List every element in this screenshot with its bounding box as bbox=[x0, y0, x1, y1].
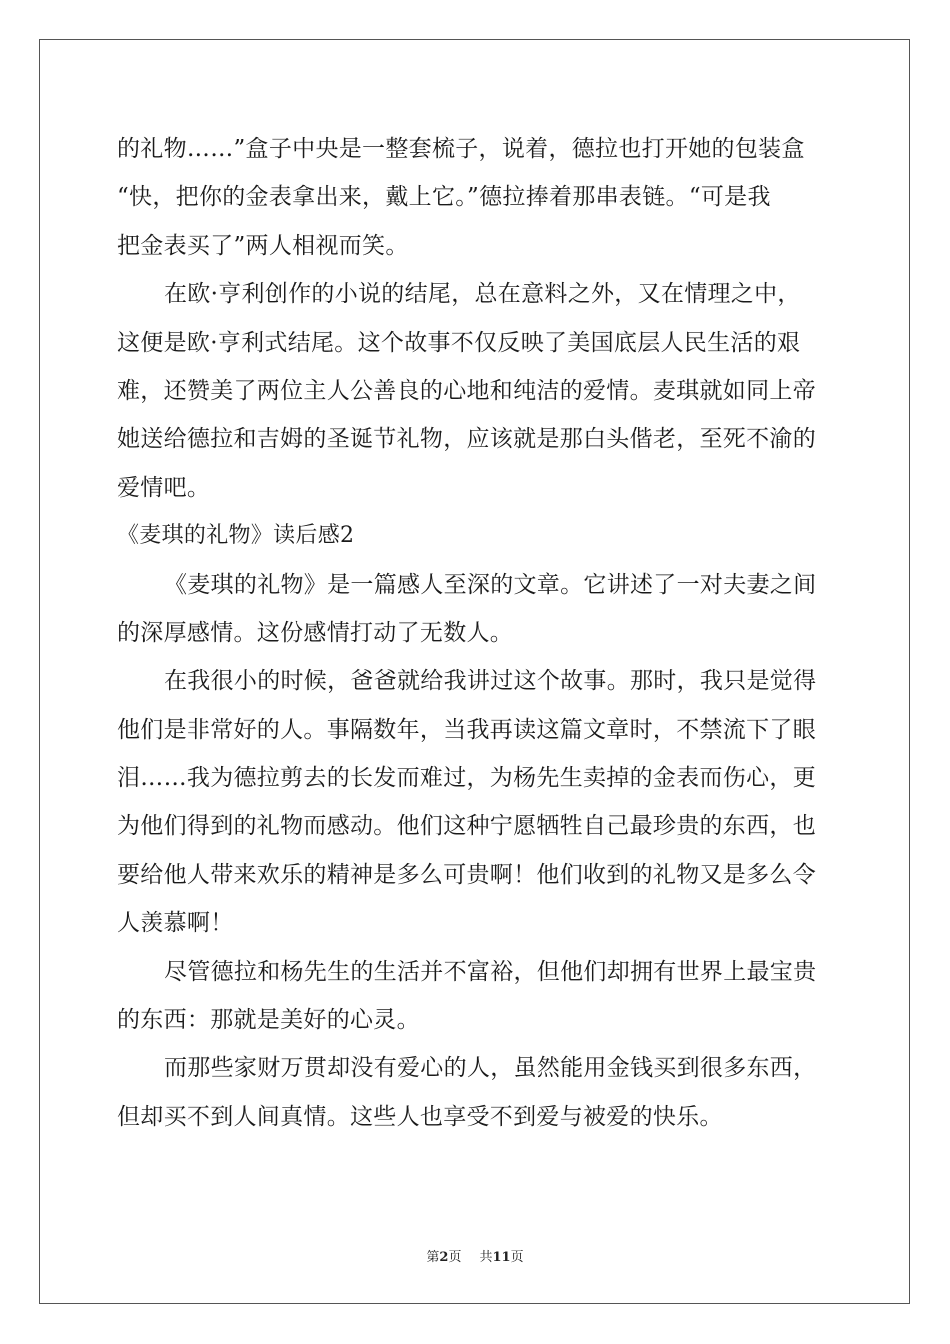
text-line: 要给他人带来欢乐的精神是多么可贵啊！他们收到的礼物又是多么令 bbox=[117, 861, 816, 888]
paragraph-start-line: 而那些家财万贯却没有爱心的人，虽然能用金钱买到很多东西， bbox=[164, 1055, 817, 1082]
text-line: “快，把你的金表拿出来，戴上它。”德拉捧着那串表链。“可是我 bbox=[117, 184, 771, 211]
text-line: 但却买不到人间真情。这些人也享受不到爱与被爱的快乐。 bbox=[117, 1103, 723, 1130]
document-body bbox=[117, 125, 837, 1141]
text-line: 她送给德拉和吉姆的圣诞节礼物，应该就是那白头偕老，至死不渝的 bbox=[117, 426, 816, 453]
paragraph-start-line: 尽管德拉和杨先生的生活并不富裕，但他们却拥有世界上最宝贵 bbox=[164, 958, 817, 985]
text-line: 的深厚感情。这份感情打动了无数人。 bbox=[117, 619, 514, 646]
text-line: 他们是非常好的人。事隔数年，当我再读这篇文章时，不禁流下了眼 bbox=[117, 716, 816, 743]
text-line: 人羡慕啊！ bbox=[117, 910, 234, 937]
page-prefix: 第 bbox=[426, 1250, 440, 1265]
total-suffix: 页 bbox=[510, 1250, 524, 1265]
text-line: 的礼物……”盒子中央是一整套梳子，说着，德拉也打开她的包装盒 bbox=[117, 136, 805, 162]
total-pages: 11 bbox=[492, 1250, 511, 1265]
text-line: 难，还赞美了两位主人公善良的心地和纯洁的爱情。麦琪就如同上帝 bbox=[117, 377, 816, 404]
section-heading: 《麦琪的礼物》读后感2 bbox=[117, 523, 355, 549]
paragraph-start-line: 在我很小的时候，爸爸就给我讲过这个故事。那时，我只是觉得 bbox=[164, 668, 817, 695]
page-number: 2 bbox=[439, 1250, 449, 1265]
paragraph-start-line: 《麦琪的礼物》是一篇感人至深的文章。它讲述了一对夫妻之间 bbox=[164, 571, 817, 598]
text-line: 把金表买了”两人相视而笑。 bbox=[117, 232, 409, 259]
text-line: 为他们得到的礼物而感动。他们这种宁愿牺牲自己最珍贵的东西，也 bbox=[117, 813, 816, 840]
text-line: 这便是欧·亨利式结尾。这个故事不仅反映了美国底层人民生活的艰 bbox=[117, 329, 801, 356]
page-footer bbox=[0, 1246, 950, 1265]
text-line: 泪……我为德拉剪去的长发而难过，为杨先生卖掉的金表而伤心，更 bbox=[117, 765, 816, 792]
text-line: 爱情吧。 bbox=[117, 474, 211, 501]
text-line: 的东西：那就是美好的心灵。 bbox=[117, 1007, 420, 1034]
paragraph-start-line: 在欧·亨利创作的小说的结尾，总在意料之外，又在情理之中， bbox=[164, 281, 801, 308]
page-suffix: 页 bbox=[448, 1250, 462, 1265]
total-prefix: 共 bbox=[479, 1250, 493, 1265]
